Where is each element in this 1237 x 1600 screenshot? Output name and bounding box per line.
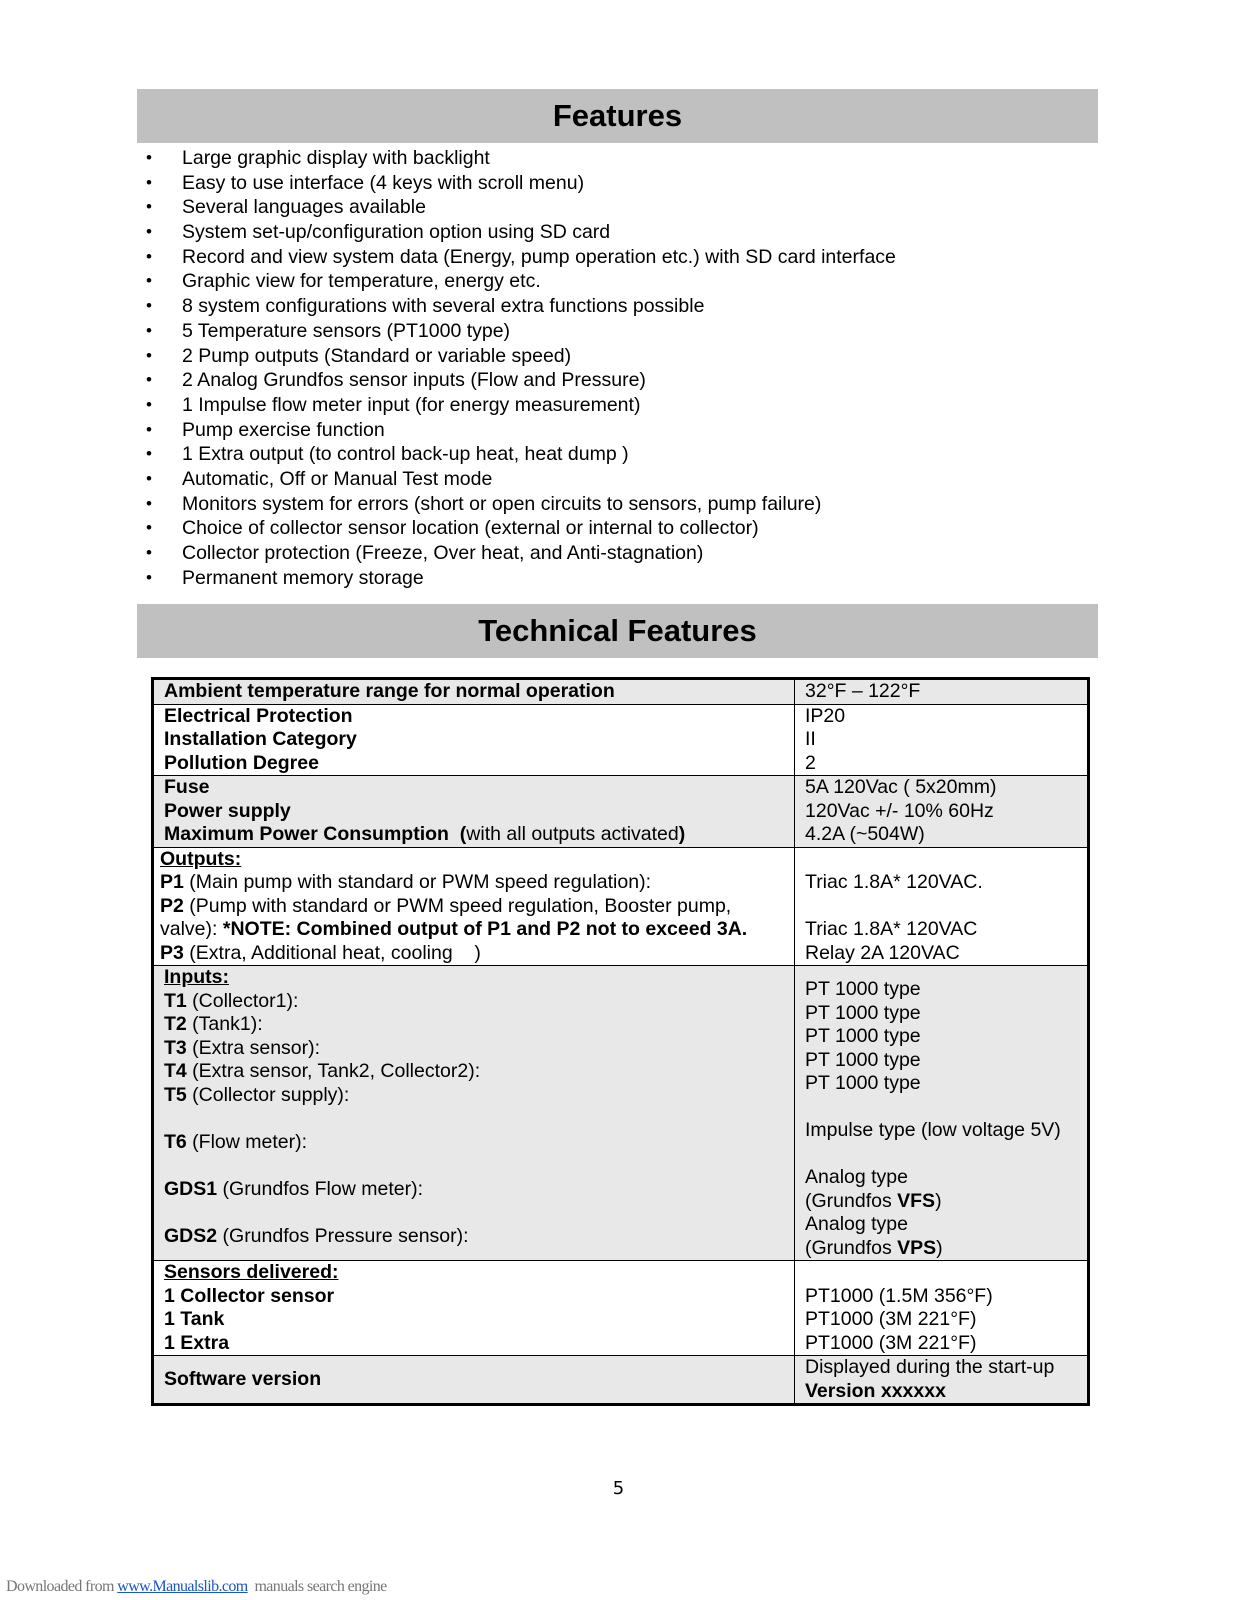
- output-p1-value: Triac 1.8A* 120VAC.: [805, 871, 983, 893]
- feature-item: • Record and view system data (Energy, pump operation etc.) with SD card interface: [140, 245, 896, 270]
- max-power-consumption-value: 4.2A (~504W): [805, 823, 925, 845]
- max-power-consumption-note: with all outputs activated: [466, 823, 679, 845]
- feature-item: • Easy to use interface (4 keys with scroll menu): [140, 171, 896, 196]
- power-supply-label: Power supply: [164, 799, 291, 822]
- features-heading: Features: [552, 98, 683, 133]
- feature-item: • Choice of collector sensor location (external or internal to collector): [140, 516, 896, 541]
- output-p2-value: Triac 1.8A* 120VAC: [805, 918, 978, 940]
- input-gds2-value-type: Analog type: [805, 1213, 908, 1235]
- output-p1: P1 (Main pump with standard or PWM speed regulation):: [160, 871, 651, 893]
- input-t4: T4 (Extra sensor, Tank2, Collector2):: [164, 1060, 481, 1082]
- input-gds1: GDS1 (Grundfos Flow meter):: [164, 1177, 423, 1200]
- table-row-software: [153, 1356, 1089, 1405]
- input-gds1-value-type: Analog type: [805, 1166, 908, 1188]
- input-t4-value: PT 1000 type: [805, 1048, 921, 1071]
- fuse-value: 5A 120Vac ( 5x20mm): [805, 776, 997, 798]
- feature-item: • Large graphic display with backlight: [140, 146, 896, 171]
- feature-item: • Pump exercise function: [140, 418, 896, 443]
- software-version-number: Version xxxxxx: [805, 1379, 946, 1402]
- sensor-collector-value: PT1000 (1.5M 356°F): [805, 1284, 993, 1307]
- feature-item: • Monitors system for errors (short or open circuits to sensors, pump failure): [140, 492, 896, 517]
- input-t1: T1 (Collector1):: [164, 989, 299, 1012]
- max-power-consumption-label: Maximum Power Consumption: [164, 823, 449, 845]
- technical-features-heading: Technical Features: [478, 613, 757, 648]
- input-gds2-value-model: (Grundfos VPS): [805, 1236, 943, 1259]
- sensors-title: Sensors delivered:: [164, 1261, 339, 1283]
- technical-features-banner: [137, 604, 1098, 658]
- max-power-consumption-line: Maximum Power Consumption (with all outputs activated): [164, 823, 686, 845]
- output-p2-note: valve): *NOTE: Combined output of P1 and P2 not to exceed 3A.: [160, 918, 748, 940]
- input-t1-value: PT 1000 type: [805, 978, 921, 1000]
- input-t2-value: PT 1000 type: [805, 1001, 921, 1024]
- power-supply-value: 120Vac +/- 10% 60Hz: [805, 799, 994, 822]
- input-t2: T2 (Tank1):: [164, 1013, 263, 1035]
- features-banner: [137, 89, 1098, 143]
- installation-category-label: Installation Category: [164, 728, 357, 750]
- download-footer: [6, 1578, 387, 1596]
- input-gds2: GDS2 (Grundfos Pressure sensor):: [164, 1224, 469, 1247]
- output-p3: P3 (Extra, Additional heat, cooling ): [160, 941, 481, 964]
- feature-item: • 1 Impulse flow meter input (for energy measurement): [140, 393, 896, 418]
- input-t3: T3 (Extra sensor):: [164, 1036, 321, 1059]
- ambient-label: Ambient temperature range for normal operation: [164, 680, 615, 702]
- input-t6-value: Impulse type (low voltage 5V): [805, 1119, 1061, 1141]
- input-t5-value: PT 1000 type: [805, 1072, 921, 1094]
- feature-item: • Automatic, Off or Manual Test mode: [140, 467, 896, 492]
- fuse-label: Fuse: [164, 776, 210, 798]
- footer-suffix: manuals search engine: [247, 1578, 387, 1595]
- manualslib-link[interactable]: www.Manualslib.com: [117, 1578, 248, 1595]
- outputs-title: Outputs:: [160, 847, 242, 870]
- feature-item: • 2 Analog Grundfos sensor inputs (Flow and Pressure): [140, 368, 896, 393]
- pollution-degree-label: Pollution Degree: [164, 751, 319, 774]
- features-list: [140, 146, 896, 590]
- table-row-ambient: [153, 679, 1089, 705]
- electrical-protection-value: IP20: [805, 704, 846, 727]
- input-t3-value: PT 1000 type: [805, 1025, 921, 1047]
- feature-item: • Several languages available: [140, 195, 896, 220]
- table-row-sensors: [153, 1261, 1089, 1356]
- table-row-inputs: [153, 966, 1089, 1261]
- feature-item: • Permanent memory storage: [140, 566, 896, 591]
- table-row-outputs: [153, 847, 1089, 966]
- pollution-degree-value: 2: [805, 751, 816, 774]
- feature-item: • System set-up/configuration option using SD card: [140, 220, 896, 245]
- sensor-extra-value: PT1000 (3M 221°F): [805, 1331, 977, 1354]
- input-t6: T6 (Flow meter):: [164, 1130, 308, 1153]
- input-t5: T5 (Collector supply):: [164, 1083, 350, 1106]
- table-row-protection: [153, 704, 1089, 776]
- inputs-title: Inputs:: [164, 966, 229, 988]
- table-row-power: [153, 776, 1089, 848]
- sensor-tank-label: 1 Tank: [164, 1308, 225, 1330]
- electrical-protection-label: Electrical Protection: [164, 704, 353, 727]
- sensor-tank-value: PT1000 (3M 221°F): [805, 1308, 977, 1330]
- feature-item: • 8 system configurations with several extra functions possible: [140, 294, 896, 319]
- output-p2: P2 (Pump with standard or PWM speed regulation, Booster pump,: [160, 894, 732, 917]
- footer-prefix: Downloaded from: [6, 1578, 118, 1595]
- feature-item: • 2 Pump outputs (Standard or variable speed): [140, 344, 896, 369]
- sensor-extra-label: 1 Extra: [164, 1331, 230, 1354]
- feature-item: • 1 Extra output (to control back-up heat, heat dump ): [140, 442, 896, 467]
- page-number: 5: [612, 1478, 625, 1499]
- feature-item: • Collector protection (Freeze, Over heat, and Anti-stagnation): [140, 541, 896, 566]
- installation-category-value: II: [805, 728, 816, 750]
- ambient-value: 32°F – 122°F: [805, 680, 921, 702]
- sensor-collector-label: 1 Collector sensor: [164, 1284, 335, 1307]
- input-gds1-value-model: (Grundfos VFS): [805, 1189, 942, 1212]
- software-version-label: Software version: [164, 1367, 322, 1390]
- feature-item: • Graphic view for temperature, energy etc.: [140, 269, 896, 294]
- feature-item: • 5 Temperature sensors (PT1000 type): [140, 319, 896, 344]
- technical-features-table: [151, 677, 1090, 1406]
- software-version-value: Displayed during the start-up: [805, 1356, 1055, 1378]
- output-p3-value: Relay 2A 120VAC: [805, 941, 960, 964]
